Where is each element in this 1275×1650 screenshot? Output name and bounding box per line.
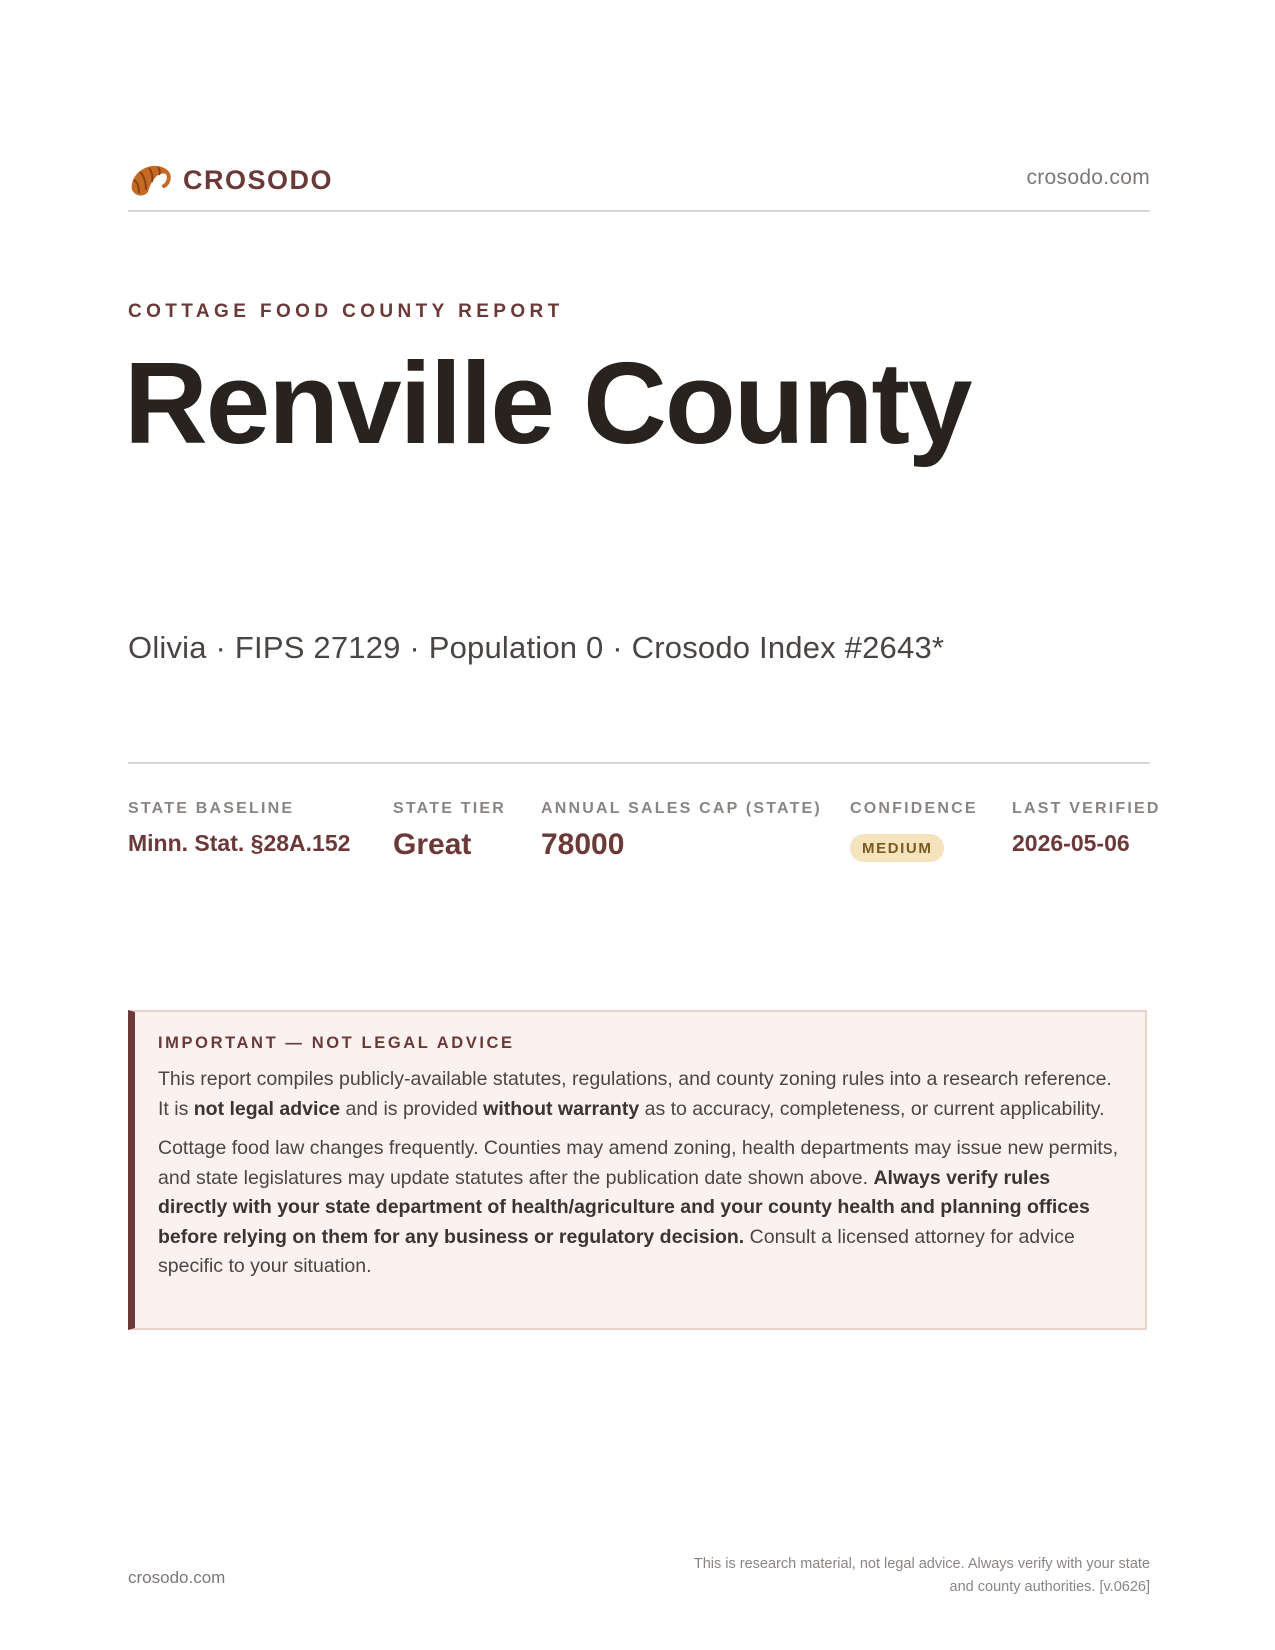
notice-text: This report compiles publicly-available statutes, regulations, and county zoning rules into a research reference. It is [158, 1068, 1112, 1120]
brand-name: CROSODO [183, 164, 334, 195]
notice-text: Cottage food law changes frequently. Counties may amend zoning, health departments may issue new permits, and state legislatures may update statutes after the publication date shown above. [158, 1137, 1118, 1189]
stat-value: Minn. Stat. §28A.152 [128, 830, 351, 856]
stat-label: LAST VERIFIED [1012, 800, 1161, 817]
notice-text: Consult a licensed attorney for advice specific to your situation. [158, 1225, 1075, 1277]
stat-label: STATE TIER [393, 800, 506, 817]
stat-value: 78000 [541, 828, 625, 861]
stat-label: ANNUAL SALES CAP (STATE) [541, 800, 822, 817]
site-url-link[interactable]: crosodo.com [1026, 166, 1150, 189]
stat-label: CONFIDENCE [850, 800, 978, 817]
county-subtitle: Olivia · FIPS 27129 · Population 0 · Crosodo Index #2643* [128, 630, 945, 665]
brand[interactable] [128, 160, 333, 200]
footer-disclaimer [590, 1553, 1150, 1599]
notice-heading: IMPORTANT — NOT LEGAL ADVICE [158, 1034, 515, 1052]
section-divider [128, 762, 1150, 764]
stat-confidence [850, 800, 978, 862]
stat-value: 2026-05-06 [1012, 830, 1130, 856]
stat-sales-cap [541, 800, 822, 862]
legal-notice [128, 1010, 1147, 1330]
page-header [128, 158, 1150, 212]
notice-paragraph [158, 1065, 1123, 1124]
confidence-badge: MEDIUM [850, 834, 944, 862]
notice-paragraph [158, 1134, 1123, 1282]
stat-value: Great [393, 828, 472, 861]
footer-site-url[interactable]: crosodo.com [128, 1568, 226, 1587]
stat-label: STATE BASELINE [128, 800, 295, 817]
notice-text: and is provided [340, 1097, 484, 1120]
notice-emphasis: Always verify rules directly with your state department of health/agriculture and your county health and planning offices before relying on them for any business or regulatory decision. [158, 1166, 1090, 1248]
report-eyebrow: COTTAGE FOOD COUNTY REPORT [128, 301, 564, 322]
croissant-icon [128, 160, 172, 200]
page-title: Renville County [124, 338, 971, 468]
notice-emphasis: not legal advice [193, 1097, 341, 1120]
notice-text: as to accuracy, completeness, or current applicability. [639, 1097, 1105, 1120]
stat-state-tier [393, 800, 506, 862]
notice-emphasis: without warranty [483, 1097, 640, 1120]
footer-disclaimer-line: This is research material, not legal advice. Always verify with your state [693, 1556, 1150, 1572]
footer-disclaimer-line: and county authorities. [v.0626] [949, 1579, 1150, 1595]
stat-state-baseline [128, 800, 350, 857]
stat-last-verified [1012, 800, 1161, 857]
report-page [124, 0, 1161, 1650]
